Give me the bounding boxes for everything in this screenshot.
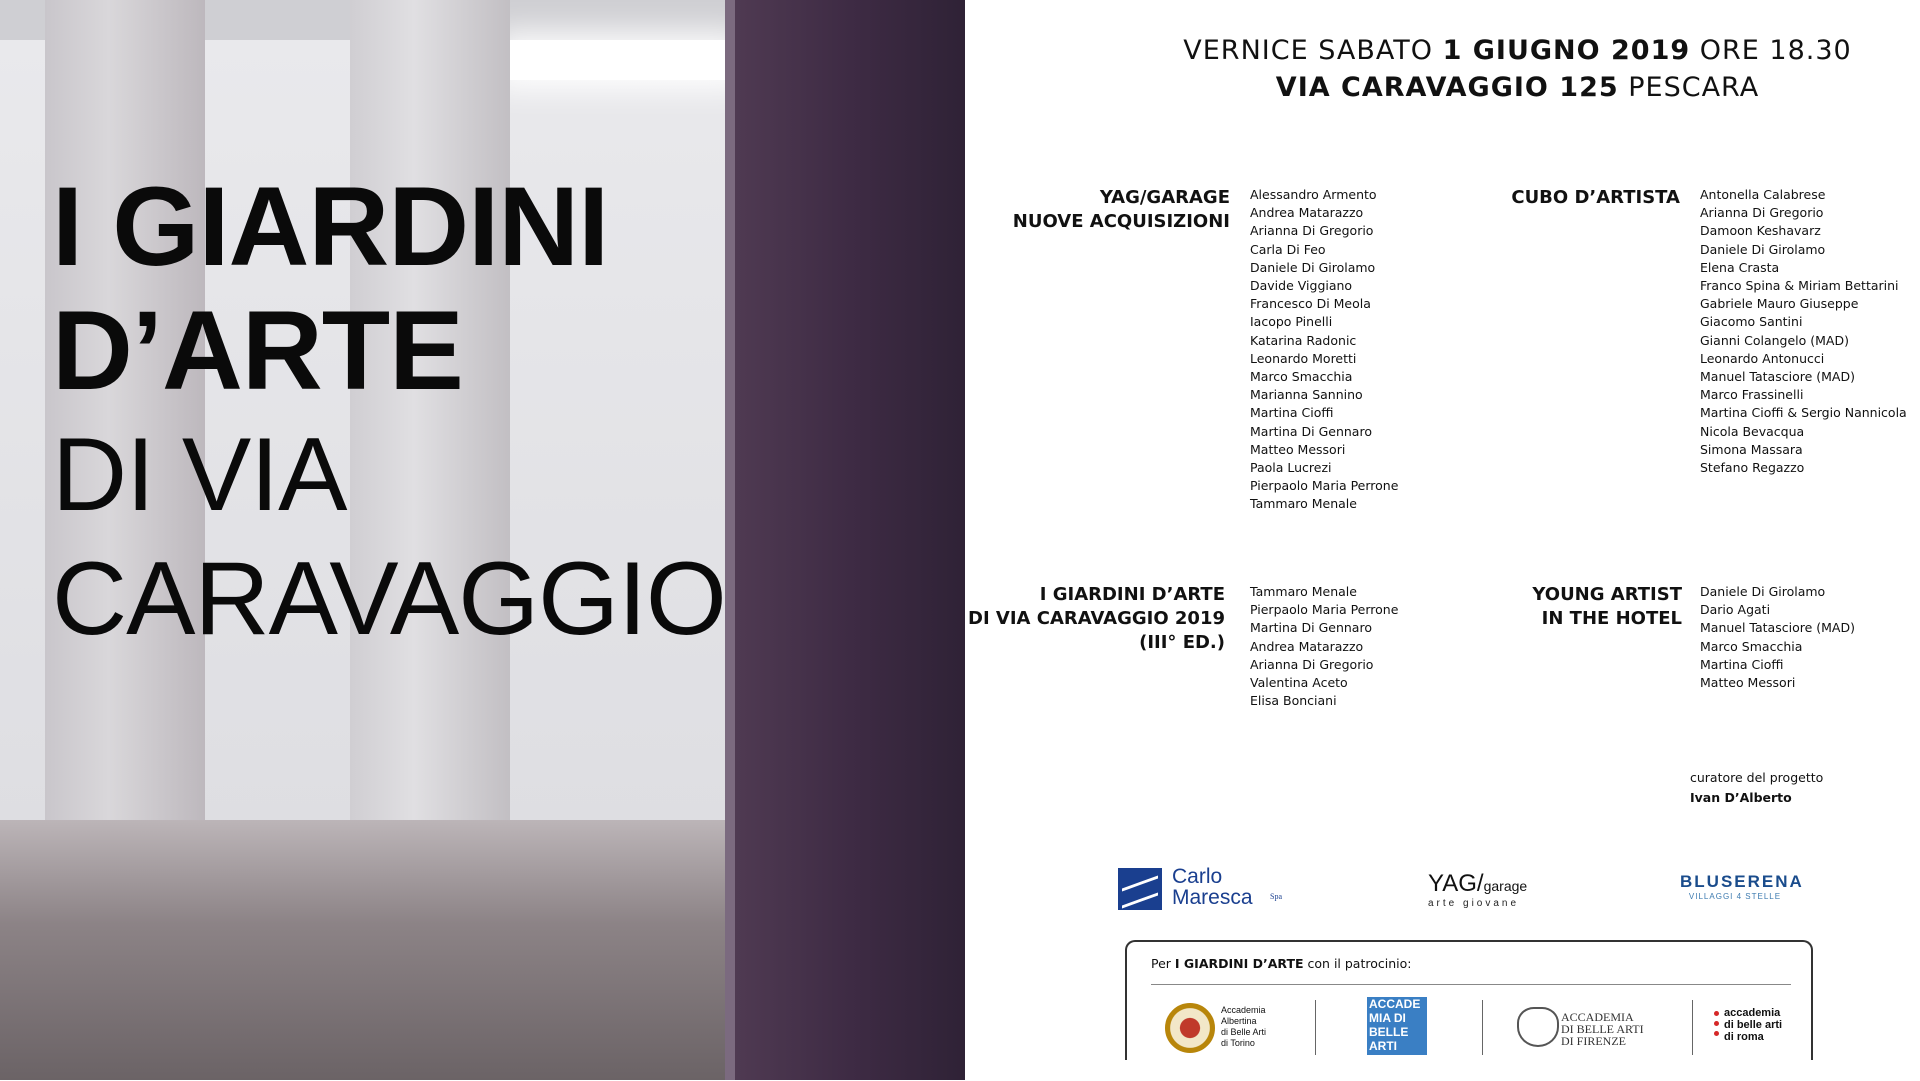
artist-name: Leonardo Antonucci (1700, 350, 1825, 366)
artist-name: Gabriele Mauro Giuseppe (1700, 296, 1859, 312)
artist-name: Elisa Bonciani (1250, 693, 1337, 709)
artist-name: Daniele Di Girolamo (1700, 241, 1826, 257)
carlo-maresca-logo: Carlo Maresca Spa (1118, 866, 1298, 912)
artist-name: Daniele Di Girolamo (1700, 584, 1826, 599)
artist-name: Davide Viggiano (1250, 278, 1353, 294)
artist-name: Nicola Bevacqua (1700, 423, 1805, 439)
artist-name: Martina Cioffi & Sergio Nannicola (1700, 405, 1907, 421)
title-line-3: DI VIA (52, 417, 347, 533)
accademia-napoli-logo: ACCADE MIA DI BELLE ARTI DI NAPOLI (1367, 997, 1427, 1055)
carlo-maresca-mark-icon (1118, 868, 1162, 910)
artist-name: Dario Agati (1700, 602, 1771, 618)
artist-name: Andrea Matarazzo (1250, 638, 1364, 654)
artist-name: Pierpaolo Maria Perrone (1250, 602, 1399, 618)
artist-name: Arianna Di Gregorio (1250, 656, 1374, 672)
artist-name: Tammaro Menale (1250, 584, 1357, 599)
section-title-young: YOUNG ARTIST IN THE HOTEL (1532, 584, 1682, 629)
opening-date: VERNICE SABATO 1 GIUGNO 2019 ORE 18.30 (1183, 35, 1852, 66)
artist-name: Leonardo Moretti (1250, 350, 1357, 366)
artist-name: Martina Di Gennaro (1250, 423, 1372, 439)
artist-name: Andrea Matarazzo (1250, 205, 1364, 221)
curator-label: curatore del progetto (1690, 770, 1824, 785)
firenze-emblem-icon (1517, 1007, 1559, 1047)
patronage-caption: Per I GIARDINI D’ARTE con il patrocinio: (1151, 956, 1412, 971)
artist-name: Marco Smacchia (1700, 638, 1803, 654)
artist-name: Gianni Colangelo (MAD) (1700, 332, 1849, 348)
accademia-firenze-logo: ACCADEMIA DI BELLE ARTI DI FIRENZE (1517, 997, 1657, 1057)
artist-name: Marco Smacchia (1250, 369, 1353, 385)
purple-wall (735, 0, 965, 1080)
artist-name: Elena Crasta (1700, 259, 1780, 275)
title-line-2: D’ARTE (52, 288, 463, 413)
accademia-roma-logo: accademia di belle arti di roma (1712, 997, 1802, 1057)
artist-list-giardini (1250, 583, 1398, 710)
logo-separator (1692, 1000, 1693, 1055)
artist-name: Katarina Radonic (1250, 332, 1357, 348)
artist-name: Iacopo Pinelli (1250, 314, 1333, 330)
artist-name: Martina Cioffi (1700, 656, 1784, 672)
artist-name: Paola Lucrezi (1250, 460, 1332, 476)
section-title-cubo: CUBO D’ARTISTA (1511, 187, 1680, 208)
artist-name: Martina Cioffi (1250, 405, 1334, 421)
artist-name: Francesco Di Meola (1250, 296, 1371, 312)
artist-list-yag (1250, 186, 1398, 514)
artist-name: Simona Massara (1700, 441, 1803, 457)
curator-credit (1690, 768, 1823, 808)
artist-name: Manuel Tatasciore (MAD) (1700, 620, 1855, 636)
artist-name: Manuel Tatasciore (MAD) (1700, 369, 1855, 385)
curator-name: Ivan D’Alberto (1690, 790, 1792, 805)
yag-garage-logo: YAG/garage arte giovane (1428, 870, 1528, 909)
bluserena-logo: BLUSERENA VILLAGGI 4 STELLE (1680, 872, 1804, 901)
accademia-albertina-logo: Accademia Albertina di Belle Arti di Torino (1165, 997, 1295, 1057)
section-title-giardini: I GIARDINI D’ARTE DI VIA CARAVAGGIO 2019 (III° ED.) (968, 584, 1225, 653)
ceiling-light (505, 40, 735, 80)
artist-name: Marianna Sannino (1250, 387, 1363, 403)
exhibition-title (52, 165, 726, 661)
artist-list-young (1700, 583, 1855, 692)
artist-name: Stefano Regazzo (1700, 460, 1805, 476)
artist-name: Arianna Di Gregorio (1700, 205, 1824, 221)
artist-name: Alessandro Armento (1250, 187, 1377, 202)
artist-name: Pierpaolo Maria Perrone (1250, 478, 1399, 494)
patronage-box (1125, 940, 1813, 1081)
artist-name: Antonella Calabrese (1700, 187, 1826, 202)
artist-name: Giacomo Santini (1700, 314, 1803, 330)
artist-name: Carla Di Feo (1250, 241, 1326, 257)
artist-name: Matteo Messori (1700, 675, 1796, 691)
artist-name: Franco Spina & Miriam Bettarini (1700, 278, 1899, 294)
artist-name: Martina Di Gennaro (1250, 620, 1372, 636)
venue-address: VIA CARAVAGGIO 125 PESCARA (1275, 72, 1760, 103)
artist-name: Tammaro Menale (1250, 496, 1357, 512)
artist-name: Damoon Keshavarz (1700, 223, 1821, 239)
artist-name: Daniele Di Girolamo (1250, 259, 1376, 275)
roma-dot-icon (1714, 1021, 1719, 1026)
patronage-divider (1151, 984, 1791, 985)
albertina-seal-icon (1165, 1003, 1215, 1053)
logo-separator (1315, 1000, 1316, 1055)
artist-list-cubo (1700, 186, 1907, 477)
info-panel (965, 0, 1920, 1080)
title-line-4: CARAVAGGIO (52, 541, 726, 657)
artist-name: Valentina Aceto (1250, 675, 1348, 691)
title-line-1: I GIARDINI (52, 164, 609, 289)
artist-name: Arianna Di Gregorio (1250, 223, 1374, 239)
logo-separator (1482, 1000, 1483, 1055)
section-title-yag: YAG/GARAGE NUOVE ACQUISIZIONI (1012, 187, 1230, 232)
artist-name: Marco Frassinelli (1700, 387, 1804, 403)
roma-dot-icon (1714, 1031, 1719, 1036)
artist-name: Matteo Messori (1250, 441, 1346, 457)
roma-dot-icon (1714, 1011, 1719, 1016)
